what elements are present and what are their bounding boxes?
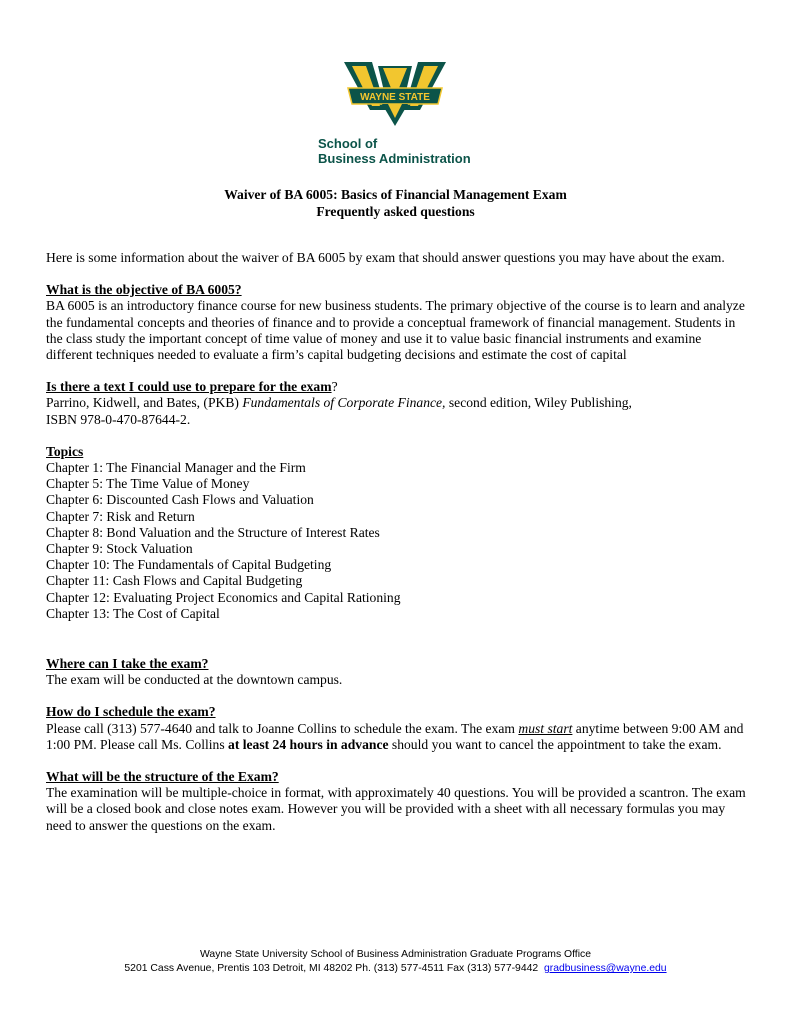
text-heading-qmark: ?	[331, 379, 338, 395]
topic-item: Chapter 6: Discounted Cash Flows and Valuation	[46, 492, 314, 508]
schedule-text-2: anytime between 9:00 AM and 1:00 PM. Please call Ms. Collins	[46, 720, 744, 752]
text-edition: second edition, Wiley Publishing,	[445, 395, 632, 411]
schedule-heading: How do I schedule the exam?	[46, 704, 216, 720]
topic-item: Chapter 1: The Financial Manager and the Firm	[46, 460, 306, 476]
schedule-text-1: Please call (313) 577-4640 and talk to Joanne Collins to schedule the exam. The exam	[46, 720, 519, 736]
email-link[interactable]: gradbusiness@wayne.edu	[543, 963, 667, 974]
topic-item: Chapter 11: Cash Flows and Capital Budgeting	[46, 573, 303, 589]
must-start-emphasis: must start	[518, 720, 573, 736]
logo-text: WAYNE STATE	[360, 92, 430, 103]
advance-notice-emphasis: at least 24 hours in advance	[228, 736, 389, 752]
text-authors: Parrino, Kidwell, and Bates, (PKB)	[46, 395, 243, 411]
school-line-2: Business Administration	[318, 151, 471, 166]
intro-paragraph: Here is some information about the waiver of BA 6005 by exam that should answer questions you may have about the exam.	[46, 250, 725, 265]
page-footer	[0, 948, 791, 976]
topic-item: Chapter 8: Bond Valuation and the Structure of Interest Rates	[46, 524, 380, 540]
text-isbn: ISBN 978-0-470-87644-2.	[46, 411, 191, 427]
document-title	[0, 186, 791, 220]
topic-item: Chapter 12: Evaluating Project Economics and Capital Rationing	[46, 589, 401, 605]
document-body	[46, 250, 746, 834]
title-line-2: Frequently asked questions	[316, 204, 475, 219]
footer-line-1: Wayne State University School of Business Administration Graduate Programs Office	[200, 949, 591, 960]
structure-heading: What will be the structure of the Exam?	[46, 769, 279, 785]
where-text: The exam will be conducted at the downtown campus.	[46, 672, 343, 688]
topic-item: Chapter 7: Risk and Return	[46, 508, 195, 524]
text-heading: Is there a text I could use to prepare for the exam	[46, 379, 332, 395]
text-citation	[46, 395, 746, 411]
text-book-title: Fundamentals of Corporate Finance,	[242, 395, 446, 411]
topic-item: Chapter 10: The Fundamentals of Capital Budgeting	[46, 557, 332, 573]
title-line-1: Waiver of BA 6005: Basics of Financial Management Exam	[224, 187, 567, 202]
topic-item: Chapter 5: The Time Value of Money	[46, 476, 250, 492]
schedule-text-3: should you want to cancel the appointment to take the exam.	[388, 736, 722, 752]
school-line-1: School of	[318, 136, 378, 151]
school-name	[318, 136, 471, 166]
text-section	[46, 379, 746, 395]
topic-item: Chapter 9: Stock Valuation	[46, 541, 193, 557]
objective-heading: What is the objective of BA 6005?	[46, 282, 242, 298]
wayne-state-logo	[342, 58, 448, 130]
topic-item: Chapter 13: The Cost of Capital	[46, 605, 220, 621]
topics-heading: Topics	[46, 443, 84, 459]
footer-address: 5201 Cass Avenue, Prentis 103 Detroit, MI 48202 Ph. (313) 577-4511 Fax (313) 577-9442	[124, 963, 544, 974]
where-heading: Where can I take the exam?	[46, 656, 209, 672]
footer-line-2	[0, 962, 791, 976]
objective-text: BA 6005 is an introductory finance course for new business students. The primary objective of the course is to learn and analyze the fundamental concepts and theories of finance and to provide a conceptual framework of financial management. Students in the class study the important concept of time value of money and use it to value basic financial instruments and examine different techniques needed to evaluate a firm’s capital budgeting decisions and estimate the cost of capital	[46, 298, 745, 363]
structure-text: The examination will be multiple-choice in format, with approximately 40 questions. You will be provided a scantron. The exam will be a closed book and close notes exam. However you will be provided with a sheet with all necessary formulas you may need to answer the questions on the exam.	[46, 785, 746, 833]
schedule-text	[46, 721, 746, 753]
